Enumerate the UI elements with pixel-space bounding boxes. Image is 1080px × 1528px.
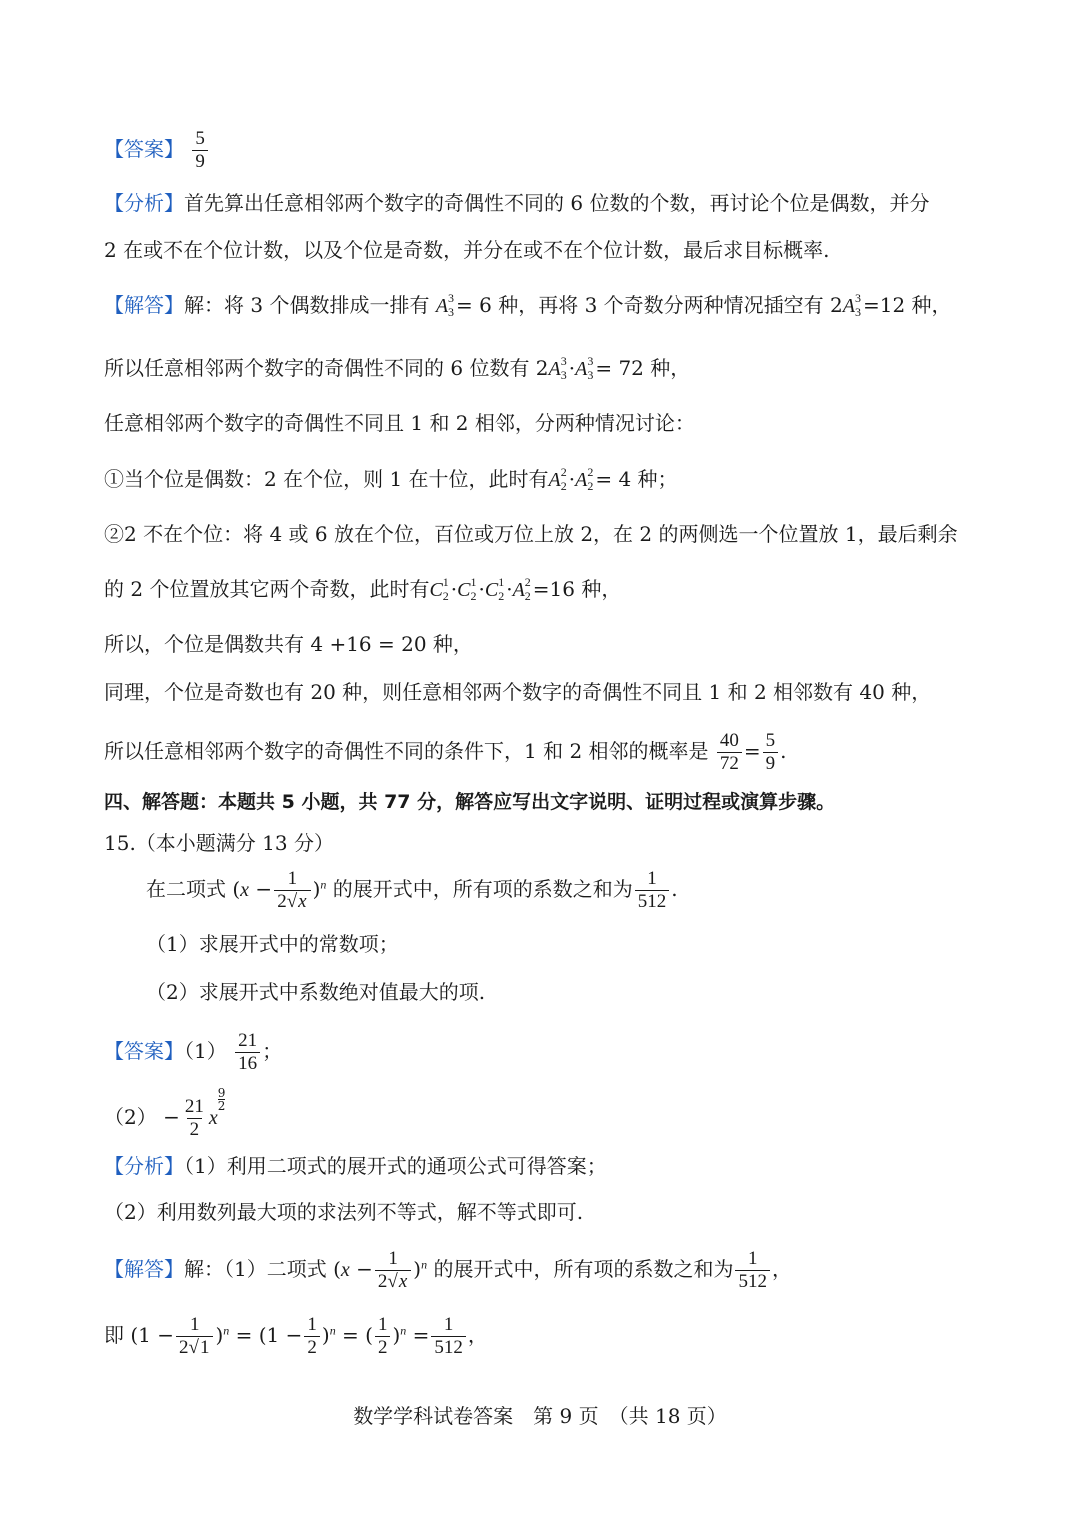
answer-fraction: $\frac{5}{9}$	[192, 128, 208, 173]
q14-solution-line6: 的 2 个位置放其它两个奇数，此时有C 1 2 ·C 1 2 ·C 1 2 ·A 2 2 =16 种，	[104, 575, 622, 603]
q14-solution-line1: 【解答】解：将 3 个偶数排成一排有 A 3 3 = 6 种，再将 3 个奇数分两种情况插空有 2A 3 3 =12 种，	[104, 291, 952, 319]
q15-analysis2: （2）利用数列最大项的求法列不等式，解不等式即可.	[104, 1200, 584, 1224]
q15-part1: （1）求展开式中的常数项；	[146, 932, 399, 956]
q15-solution2: 即 (1 − $\frac{1}{2√1}$ )$^n$ = (1 − $\frac{1}{2}$ )$^n$ = ( $\frac{1}{2}$ )$^n$ = $\frac{1}{512}$ ，	[104, 1314, 488, 1358]
q14-solution-line5: ②2 不在个位：将 4 或 6 放在个位，百位或万位上放 2，在 2 的两侧选一个位置放 1，最后剩余	[104, 522, 958, 546]
q14-solution-line3: 任意相邻两个数字的奇偶性不同且 1 和 2 相邻，分两种情况讨论：	[104, 411, 695, 435]
q14-solution-line9: 所以任意相邻两个数字的奇偶性不同的条件下，1 和 2 相邻的概率是 $\frac{40}{72}$ = $\frac{5}{9}$ .	[104, 730, 787, 774]
q14-analysis-line1: 【分析】首先算出任意相邻两个数字的奇偶性不同的 6 位数的个数，再讨论个位是偶数，并分	[104, 191, 930, 215]
q15-answer2: （2） − $\frac{21}{2}$ x 9 2	[104, 1086, 226, 1140]
solution-tag: 【解答】	[104, 293, 184, 317]
section-4-heading: 四、解答题：本题共 5 小题，共 77 分，解答应写出文字说明、证明过程或演算步骤。	[104, 791, 836, 813]
q14-solution-line2: 所以任意相邻两个数字的奇偶性不同的 6 位数有 2A 3 3 ·A 3 3 = 72 种，	[104, 354, 691, 382]
analysis-tag: 【分析】	[104, 191, 184, 215]
page-footer: 数学学科试卷答案 第 9 页 （共 18 页）	[353, 1404, 727, 1428]
prob-fraction-1: $\frac{40}{72}$	[717, 730, 742, 775]
q15-analysis1: 【分析】（1）利用二项式的展开式的通项公式可得答案；	[104, 1154, 607, 1178]
prob-fraction-2: $\frac{5}{9}$	[763, 730, 779, 775]
ans1-fraction: $\frac{21}{16}$	[235, 1030, 260, 1075]
q15-header: 15.（本小题满分 13 分）	[104, 831, 334, 855]
q14-solution-line4: ①当个位是偶数：2 在个位，则 1 在十位，此时有A 2 2 ·A 2 2 = 4 种；	[104, 465, 678, 493]
q15-answer1: 【答案】（1） $\frac{21}{16}$ ；	[104, 1030, 283, 1074]
q15-solution1: 【解答】解：（1）二项式 (x − $\frac{1}{2√x}$ )$^n$ 的展开式中，所有项的系数之和为 $\frac{1}{512}$ ，	[104, 1248, 792, 1292]
answer-tag: 【答案】	[104, 137, 184, 161]
q14-solution-line8: 同理，个位是奇数也有 20 种，则任意相邻两个数字的奇偶性不同且 1 和 2 相邻数有 40 种，	[104, 680, 932, 704]
q14-solution-line7: 所以，个位是偶数共有 4 +16 = 20 种，	[104, 632, 473, 656]
sum-fraction: $\frac{1}{512}$	[635, 868, 670, 913]
ans2-fraction: $\frac{21}{2}$	[184, 1096, 204, 1140]
q15-stem: 在二项式 (x − $\frac{1}{2√x}$ )$^n$ 的展开式中，所有项的系数之和为 $\frac{1}{512}$ .	[146, 868, 678, 912]
q14-analysis-line2: 2 在或不在个位计数，以及个位是奇数，并分在或不在个位计数，最后求目标概率.	[104, 238, 830, 262]
q15-part2: （2）求展开式中系数绝对值最大的项.	[146, 980, 486, 1004]
q14-answer	[104, 128, 210, 173]
